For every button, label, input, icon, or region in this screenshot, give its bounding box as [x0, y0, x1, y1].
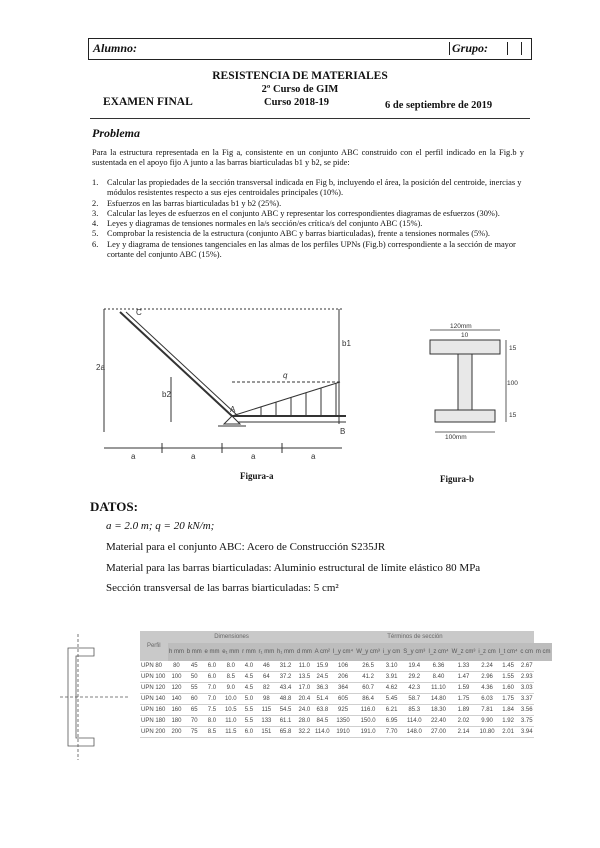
- unit-header: b mm: [185, 643, 203, 661]
- unit-header: e mm: [203, 643, 221, 661]
- problem-item-text: Calcular las propiedades de la sección transversal indicada en Fig b, incluyendo el área, la posición del centroide, inercias y módulos resistentes respecto a sus ejes centroidales principales (10%).: [107, 178, 522, 198]
- academic-year: Curso 2018-19: [264, 97, 330, 108]
- dim-h3-label: 15: [509, 412, 517, 419]
- figure-b: [410, 322, 520, 440]
- table-cell: 1.45: [497, 661, 519, 672]
- top-flange: [430, 340, 500, 354]
- dim-h2-label: 100: [507, 380, 518, 387]
- problem-item: [92, 219, 524, 229]
- label-2a: 2a: [96, 363, 105, 372]
- member-ca: [120, 312, 232, 416]
- table-cell: 80: [168, 661, 186, 672]
- course-year-gim: 2º Curso de GIM: [261, 84, 339, 95]
- unit-header: r mm: [241, 643, 257, 661]
- label-b: B: [340, 427, 346, 436]
- table-cell: 26.5: [355, 661, 382, 672]
- table-cell: 85.3: [402, 705, 427, 716]
- table-cell: 1910: [331, 727, 354, 738]
- label-a: A: [230, 405, 236, 414]
- table-cell: 5.45: [382, 694, 402, 705]
- grupo-label: Grupo:: [452, 41, 489, 55]
- table-cell: 1.75: [450, 694, 477, 705]
- table-cell: 6.0: [203, 672, 221, 683]
- table-cell: 2.96: [477, 672, 497, 683]
- unit-header: h mm: [168, 643, 186, 661]
- table-cell: 6.21: [382, 705, 402, 716]
- table-cell: 2.93: [519, 672, 534, 683]
- table-cell: 8.5: [221, 672, 241, 683]
- table-cell: 10.0: [221, 694, 241, 705]
- table-cell: 28.0: [296, 716, 314, 727]
- units-row: [140, 643, 552, 661]
- table-cell: 5.5: [241, 716, 257, 727]
- load-triangle-edge: [232, 382, 340, 416]
- table-cell: 41.2: [355, 672, 382, 683]
- table-cell: 4.36: [477, 683, 497, 694]
- table-cell: 3.94: [519, 727, 534, 738]
- label-b2: b2: [162, 390, 171, 399]
- table-cell: 2.67: [519, 661, 534, 672]
- header-divider: [521, 42, 522, 55]
- table-cell: 20.4: [296, 694, 314, 705]
- table-cell: 58.7: [402, 694, 427, 705]
- problem-item: [92, 178, 524, 199]
- profile-name-cell: UPN 180: [140, 716, 168, 727]
- profile-name-cell: UPN 160: [140, 705, 168, 716]
- table-cell: 11.10: [427, 683, 450, 694]
- table-cell: 1.89: [450, 705, 477, 716]
- table-cell: 1.55: [497, 672, 519, 683]
- problem-item-text: Calcular las leyes de esfuerzos en el conjunto ABC y representar los correspondientes diagramas de esfuerzos (30%).: [107, 208, 500, 218]
- dim-thk-label: 10: [461, 332, 469, 339]
- table-cell: 133: [257, 716, 275, 727]
- table-cell: 200: [168, 727, 186, 738]
- unit-header: W_z cm³: [450, 643, 477, 661]
- table-cell: 150.0: [355, 716, 382, 727]
- dim-top-label: 120mm: [450, 323, 472, 330]
- upn-profile-sketch: [60, 630, 138, 765]
- table-cell: 4.62: [382, 683, 402, 694]
- group-terminos: Términos de sección: [296, 631, 535, 643]
- table-cell: 8.5: [203, 727, 221, 738]
- table-cell: 29.2: [402, 672, 427, 683]
- unit-header: r₁ mm: [257, 643, 275, 661]
- problem-item-number: 4.: [92, 219, 99, 229]
- table-cell: 24.5: [313, 672, 331, 683]
- dim-h1-label: 15: [509, 345, 517, 352]
- table-cell: 17.0: [296, 683, 314, 694]
- table-cell: 148.0: [402, 727, 427, 738]
- table-cell: 6.36: [427, 661, 450, 672]
- table-cell: 55: [185, 683, 203, 694]
- unit-header: m cm: [534, 643, 552, 661]
- table-cell: 605: [331, 694, 354, 705]
- table-cell: 1350: [331, 716, 354, 727]
- table-cell: 4.0: [241, 661, 257, 672]
- problem-intro: Para la estructura representada en la Fig a, consistente en un conjunto ABC construido con el perfil indicado en la Fig.b y sustentada en el apoyo fijo A junto a las barras biarticuladas b1 y b2, se pide:: [92, 148, 524, 168]
- table-cell: 11.0: [221, 716, 241, 727]
- table-cell: 2.01: [497, 727, 519, 738]
- table-cell: 116.0: [355, 705, 382, 716]
- table-cell: 15.9: [313, 661, 331, 672]
- table-cell: 19.4: [402, 661, 427, 672]
- support-a: [224, 416, 240, 424]
- datos-heading: DATOS:: [90, 499, 138, 514]
- figure-a-caption: Figura-a: [240, 471, 274, 481]
- table-cell: 140: [168, 694, 186, 705]
- table-cell: 63.8: [313, 705, 331, 716]
- table-cell: 5.0: [241, 694, 257, 705]
- problem-item: [92, 199, 524, 209]
- table-cell: 61.1: [276, 716, 296, 727]
- table-cell: 14.80: [427, 694, 450, 705]
- table-cell: 65: [185, 705, 203, 716]
- table-cell: 8.0: [221, 661, 241, 672]
- title-rule: [90, 118, 530, 119]
- table-cell: 11.0: [296, 661, 314, 672]
- table-cell: 5.5: [241, 705, 257, 716]
- table-cell: 98: [257, 694, 275, 705]
- problem-item-number: 5.: [92, 229, 99, 239]
- table-cell: 50: [185, 672, 203, 683]
- table-cell: 3.37: [519, 694, 534, 705]
- problem-items: [92, 178, 524, 260]
- alumno-label: Alumno:: [93, 41, 138, 55]
- label-c: C: [136, 308, 142, 317]
- group-dimensiones: Dimensiones: [168, 631, 296, 643]
- datos-line: Material para el conjunto ABC: Acero de Construcción S235JR: [106, 541, 386, 553]
- table-cell: 70: [185, 716, 203, 727]
- table-cell: 45: [185, 661, 203, 672]
- problem-item: [92, 209, 524, 219]
- table-cell: 37.2: [276, 672, 296, 683]
- table-cell: 8.40: [427, 672, 450, 683]
- table-cell: 9.90: [477, 716, 497, 727]
- table-cell: 22.40: [427, 716, 450, 727]
- label-a-dim: a: [311, 452, 316, 461]
- table-cell: 8.0: [203, 716, 221, 727]
- table-body: [140, 661, 552, 738]
- problem-item-text: Ley y diagrama de tensiones tangenciales en las almas de los perfiles UPNs (Fig.b) correspondiente a la sección de mayor cortante del conjunto ABC (15%).: [107, 239, 516, 260]
- table-cell: 2.24: [477, 661, 497, 672]
- table-cell: 54.5: [276, 705, 296, 716]
- table-cell: 86.4: [355, 694, 382, 705]
- unit-header: e₁ mm: [221, 643, 241, 661]
- table-cell: 7.5: [203, 705, 221, 716]
- table-cell: 115: [257, 705, 275, 716]
- table-cell: 60.7: [355, 683, 382, 694]
- problem-item-number: 3.: [92, 208, 99, 218]
- table-cell: 3.91: [382, 672, 402, 683]
- datos-line: a = 2.0 m; q = 20 kN/m;: [106, 520, 215, 532]
- problem-item-number: 2.: [92, 198, 99, 208]
- table-cell: 364: [331, 683, 354, 694]
- table-cell: 114.0: [402, 716, 427, 727]
- table-cell: 1.47: [450, 672, 477, 683]
- table-cell: 160: [168, 705, 186, 716]
- course-title: RESISTENCIA DE MATERIALES: [212, 70, 388, 82]
- table-cell: 1.92: [497, 716, 519, 727]
- table-cell: 1.60: [497, 683, 519, 694]
- table-row: [140, 705, 552, 716]
- figure-a: [96, 302, 366, 462]
- problem-item-text: Comprobar la resistencia de la estructura (conjunto ABC y barras biarticuladas), frente a tensiones normales (5%).: [107, 229, 491, 239]
- table-cell: 65.8: [276, 727, 296, 738]
- table-cell: 1.33: [450, 661, 477, 672]
- table-cell: 24.0: [296, 705, 314, 716]
- problem-item: [92, 240, 524, 261]
- unit-header: d mm: [296, 643, 314, 661]
- profile-name-cell: UPN 120: [140, 683, 168, 694]
- table-cell: 106: [331, 661, 354, 672]
- unit-header: h₁ mm: [276, 643, 296, 661]
- table-cell: 191.0: [355, 727, 382, 738]
- table-cell: 4.5: [241, 672, 257, 683]
- table-row: [140, 672, 552, 683]
- label-q: q: [283, 371, 288, 380]
- problem-item: [92, 229, 524, 239]
- table-cell: 2.14: [450, 727, 477, 738]
- table-cell: 64: [257, 672, 275, 683]
- table-cell: 48.8: [276, 694, 296, 705]
- upn-profile-table: [140, 631, 552, 738]
- table-row: [140, 661, 552, 672]
- profile-name-cell: UPN 140: [140, 694, 168, 705]
- problem-item-number: 1.: [92, 178, 99, 187]
- profile-name-cell: UPN 100: [140, 672, 168, 683]
- table-cell: 1.59: [450, 683, 477, 694]
- datos-line: Sección transversal de las barras biarticuladas: 5 cm²: [106, 582, 339, 594]
- table-cell: 151: [257, 727, 275, 738]
- table-cell: 3.56: [519, 705, 534, 716]
- table-cell: 36.3: [313, 683, 331, 694]
- problem-heading: Problema: [92, 126, 140, 140]
- table-cell: 75: [185, 727, 203, 738]
- table-cell: 4.5: [241, 683, 257, 694]
- unit-header: I_z cm⁴: [427, 643, 450, 661]
- table-cell: 46: [257, 661, 275, 672]
- problem-item-number: 6.: [92, 239, 99, 249]
- table-cell: 31.2: [276, 661, 296, 672]
- label-a-dim: a: [251, 452, 256, 461]
- datos-line: Material para las barras biarticuladas: Aluminio estructural de límite elástico 80 MPa: [106, 562, 481, 574]
- header-divider: [507, 42, 508, 55]
- table-cell: 32.2: [296, 727, 314, 738]
- header-divider: [449, 42, 450, 55]
- exam-date: 6 de septiembre de 2019: [385, 100, 493, 111]
- table-cell: 3.03: [519, 683, 534, 694]
- table-cell: 206: [331, 672, 354, 683]
- table-cell: 18.30: [427, 705, 450, 716]
- table-cell: 6.0: [241, 727, 257, 738]
- table-cell: 114.0: [313, 727, 331, 738]
- figure-b-caption: Figura-b: [440, 474, 475, 484]
- table-cell: 6.0: [203, 661, 221, 672]
- table-cell: 51.4: [313, 694, 331, 705]
- col-perfil: Perfil: [140, 631, 168, 661]
- table-cell: 84.5: [313, 716, 331, 727]
- profile-name-cell: UPN 200: [140, 727, 168, 738]
- table-row: [140, 716, 552, 727]
- member-ca-edge: [126, 312, 238, 416]
- table-cell: 82: [257, 683, 275, 694]
- table-cell: 3.10: [382, 661, 402, 672]
- table-cell: 13.5: [296, 672, 314, 683]
- table-cell: 6.95: [382, 716, 402, 727]
- unit-header: W_y cm³: [355, 643, 382, 661]
- profile-name-cell: UPN 80: [140, 661, 168, 672]
- table-cell: 2.02: [450, 716, 477, 727]
- label-a-dim: a: [191, 452, 196, 461]
- table-cell: 3.75: [519, 716, 534, 727]
- unit-header: c cm: [519, 643, 534, 661]
- table-cell: 7.70: [382, 727, 402, 738]
- web: [458, 354, 472, 410]
- table-row: [140, 683, 552, 694]
- unit-header: I_t cm⁴: [497, 643, 519, 661]
- table-row: [140, 694, 552, 705]
- unit-header: I_y cm⁴: [331, 643, 354, 661]
- problem-item-text: Esfuerzos en las barras biarticuladas b1 y b2 (25%).: [107, 198, 282, 208]
- unit-header: A cm²: [313, 643, 331, 661]
- dim-bottom-label: 100mm: [445, 434, 467, 440]
- label-a-dim: a: [131, 452, 136, 461]
- table-cell: 7.0: [203, 694, 221, 705]
- table-cell: 42.3: [402, 683, 427, 694]
- table-cell: 60: [185, 694, 203, 705]
- exam-type: EXAMEN FINAL: [103, 96, 193, 108]
- table-cell: 1.84: [497, 705, 519, 716]
- table-cell: 7.81: [477, 705, 497, 716]
- table-cell: 27.00: [427, 727, 450, 738]
- table-cell: 100: [168, 672, 186, 683]
- table-cell: 6.03: [477, 694, 497, 705]
- bottom-flange: [435, 410, 495, 422]
- table-cell: 9.0: [221, 683, 241, 694]
- table-cell: 11.5: [221, 727, 241, 738]
- table-cell: 1.75: [497, 694, 519, 705]
- table-cell: 10.5: [221, 705, 241, 716]
- table-row: [140, 727, 552, 738]
- table-cell: 120: [168, 683, 186, 694]
- table-cell: 7.0: [203, 683, 221, 694]
- table-cell: 925: [331, 705, 354, 716]
- unit-header: i_y cm: [382, 643, 402, 661]
- unit-header: i_z cm: [477, 643, 497, 661]
- table-cell: 180: [168, 716, 186, 727]
- table-cell: 10.80: [477, 727, 497, 738]
- unit-header: S_y cm³: [402, 643, 427, 661]
- table-cell: 43.4: [276, 683, 296, 694]
- problem-item-text: Leyes y diagramas de tensiones normales en la/s sección/es crítica/s del conjunto ABC (15%).: [107, 219, 423, 229]
- label-b1: b1: [342, 339, 351, 348]
